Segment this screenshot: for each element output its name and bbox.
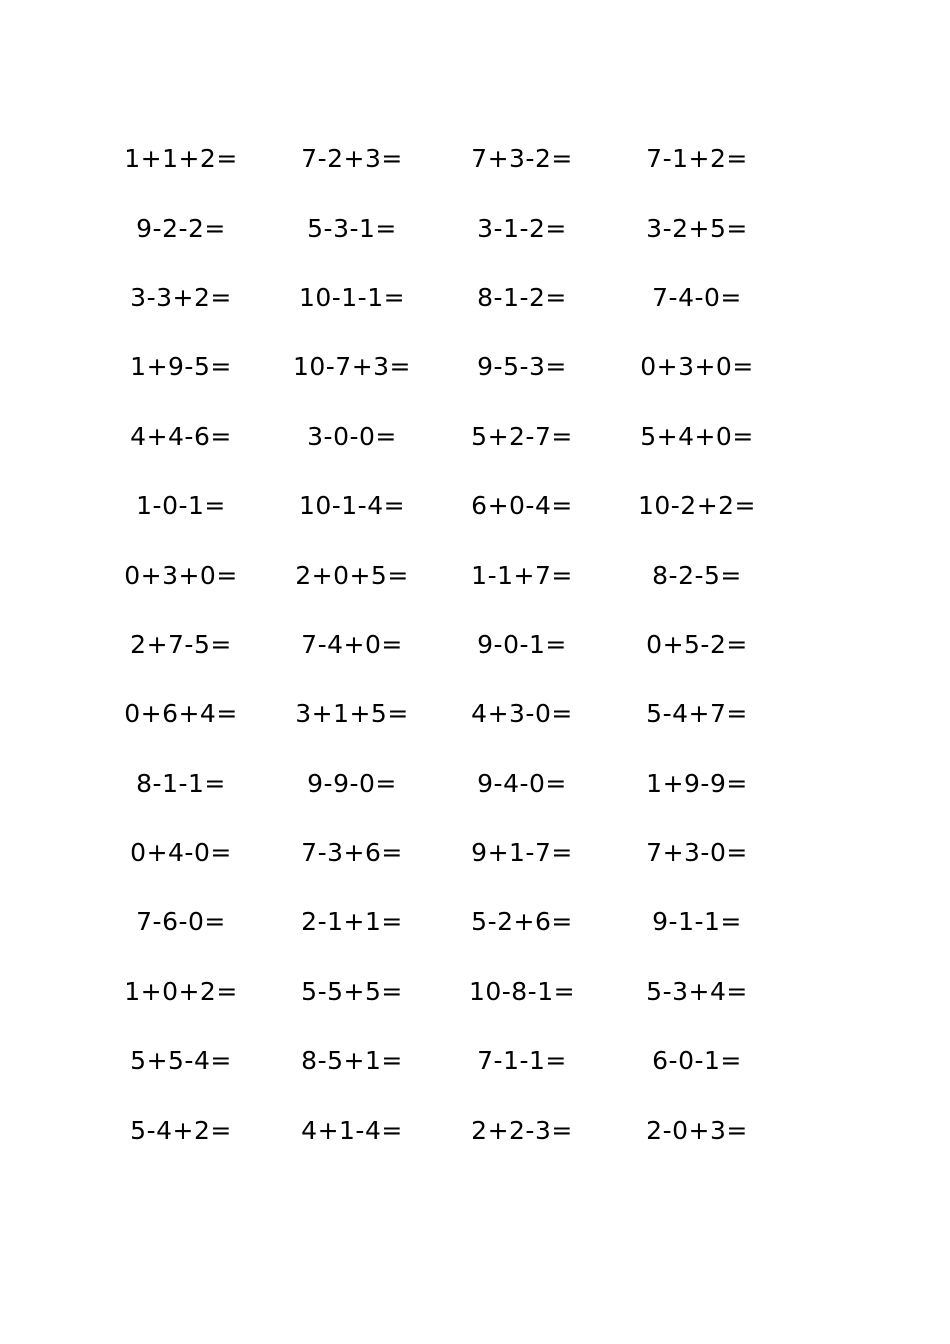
math-problem: 7-6-0= — [136, 907, 226, 937]
math-problem: 7+3-2= — [471, 144, 573, 174]
problem-row — [95, 1095, 795, 1164]
math-problem: 7-4+0= — [301, 629, 403, 659]
math-problem: 2+2-3= — [471, 1115, 573, 1145]
math-problem: 7-1+2= — [646, 144, 748, 174]
math-problem: 9-5-3= — [477, 352, 567, 382]
math-problem: 1+0+2= — [124, 976, 238, 1006]
math-problem: 2-1+1= — [301, 907, 403, 937]
math-problem: 9-2-2= — [136, 213, 226, 243]
problem-row — [95, 471, 795, 540]
math-problem: 5+5-4= — [130, 1046, 232, 1076]
problem-row — [95, 749, 795, 818]
math-problem: 9+1-7= — [471, 838, 573, 868]
math-problem: 7-2+3= — [301, 144, 403, 174]
math-problem: 9-4-0= — [477, 768, 567, 798]
problem-row — [95, 124, 795, 193]
math-problem: 1+1+2= — [124, 144, 238, 174]
math-problem: 5-3+4= — [646, 976, 748, 1006]
math-problem: 3-3+2= — [130, 282, 232, 312]
math-problem: 9-1-1= — [652, 907, 742, 937]
math-problem: 10-7+3= — [292, 352, 412, 382]
problem-row — [95, 193, 795, 262]
math-problem: 3-0-0= — [307, 421, 397, 451]
math-problem: 0+5-2= — [646, 629, 748, 659]
math-problem: 3-1-2= — [477, 213, 567, 243]
math-problem: 4+1-4= — [301, 1115, 403, 1145]
math-problem: 5-4+2= — [130, 1115, 232, 1145]
math-problem: 7-3+6= — [301, 838, 403, 868]
math-problem: 7-1-1= — [477, 1046, 567, 1076]
problem-row — [95, 540, 795, 609]
math-problem: 5-4+7= — [646, 699, 748, 729]
math-problem: 0+3+0= — [124, 560, 238, 590]
problem-row — [95, 402, 795, 471]
problem-row — [95, 679, 795, 748]
math-problem: 4+3-0= — [471, 699, 573, 729]
math-problem: 1+9-5= — [130, 352, 232, 382]
math-problem: 5+4+0= — [640, 421, 754, 451]
math-problem: 6+0-4= — [471, 491, 573, 521]
problem-row — [95, 610, 795, 679]
math-problem: 10-2+2= — [637, 491, 757, 521]
math-problem: 8-2-5= — [652, 560, 742, 590]
math-problem: 0+3+0= — [640, 352, 754, 382]
math-problem: 10-1-1= — [298, 282, 406, 312]
math-problem: 1-0-1= — [136, 491, 226, 521]
math-problem: 4+4-6= — [130, 421, 232, 451]
math-problem: 8-1-2= — [477, 282, 567, 312]
math-problem: 3-2+5= — [646, 213, 748, 243]
math-problem: 6-0-1= — [652, 1046, 742, 1076]
math-problem: 8-1-1= — [136, 768, 226, 798]
math-problem: 7+3-0= — [646, 838, 748, 868]
math-problem: 0+4-0= — [130, 838, 232, 868]
problem-row — [95, 1026, 795, 1095]
arithmetic-worksheet — [95, 124, 795, 1165]
math-problem: 9-0-1= — [477, 629, 567, 659]
problem-row — [95, 332, 795, 401]
math-problem: 1-1+7= — [471, 560, 573, 590]
math-problem: 5-5+5= — [301, 976, 403, 1006]
math-problem: 2+7-5= — [130, 629, 232, 659]
math-problem: 5-2+6= — [471, 907, 573, 937]
problem-row — [95, 887, 795, 956]
math-problem: 7-4-0= — [652, 282, 742, 312]
math-problem: 10-1-4= — [298, 491, 406, 521]
math-problem: 9-9-0= — [307, 768, 397, 798]
math-problem: 5-3-1= — [307, 213, 397, 243]
problem-row — [95, 957, 795, 1026]
math-problem: 2-0+3= — [646, 1115, 748, 1145]
math-problem: 10-8-1= — [468, 976, 576, 1006]
math-problem: 0+6+4= — [124, 699, 238, 729]
math-problem: 2+0+5= — [295, 560, 409, 590]
math-problem: 3+1+5= — [295, 699, 409, 729]
problem-row — [95, 263, 795, 332]
math-problem: 1+9-9= — [646, 768, 748, 798]
math-problem: 5+2-7= — [471, 421, 573, 451]
problem-row — [95, 818, 795, 887]
math-problem: 8-5+1= — [301, 1046, 403, 1076]
